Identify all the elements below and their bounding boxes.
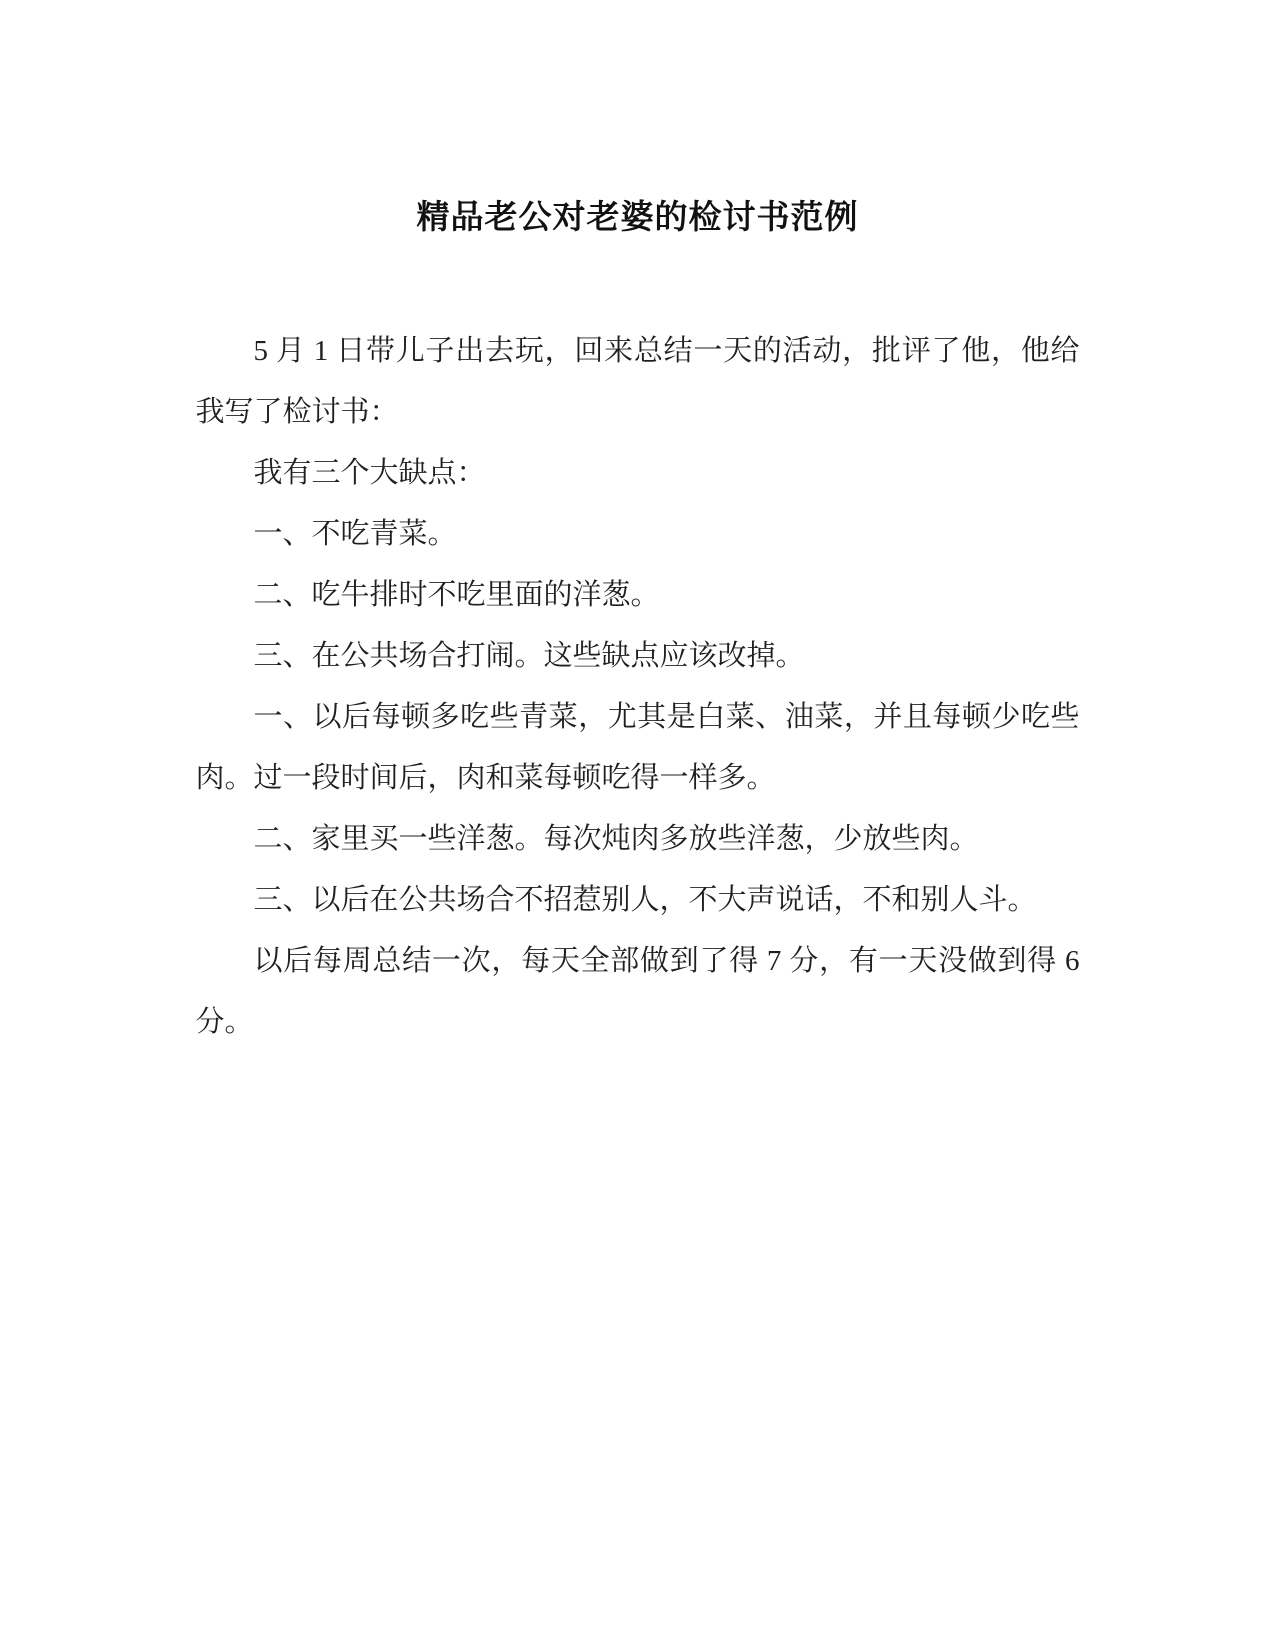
paragraph-shortcoming-2: 二、吃牛排时不吃里面的洋葱。 — [253, 579, 660, 611]
paragraph-resolution-1: 一、以后每顿多吃些青菜，尤其是白菜、油菜，并且每顿少吃些肉。过一段时间后，肉和菜每顿吃得一样多。 — [195, 701, 1080, 794]
paragraph-resolution-3: 三、以后在公共场合不招惹别人，不大声说话，不和别人斗。 — [253, 884, 1037, 916]
paragraph-resolution-2: 二、家里买一些洋葱。每次炖肉多放些洋葱，少放些肉。 — [253, 823, 979, 855]
paragraph-shortcoming-3: 三、在公共场合打闹。这些缺点应该改掉。 — [253, 640, 805, 672]
paragraph-shortcomings-lead: 我有三个大缺点： — [253, 457, 486, 489]
document-body — [196, 321, 1080, 1053]
document-title: 精品老公对老婆的检讨书范例 — [416, 198, 859, 235]
paragraph-intro: 5 月 1 日带儿子出去玩，回来总结一天的活动，批评了他，他给我写了检讨书： — [195, 335, 1080, 428]
paragraph-shortcoming-1: 一、不吃青菜。 — [253, 518, 457, 550]
paragraph-scoring: 以后每周总结一次，每天全部做到了得 7 分，有一天没做到得 6 分。 — [195, 945, 1080, 1038]
